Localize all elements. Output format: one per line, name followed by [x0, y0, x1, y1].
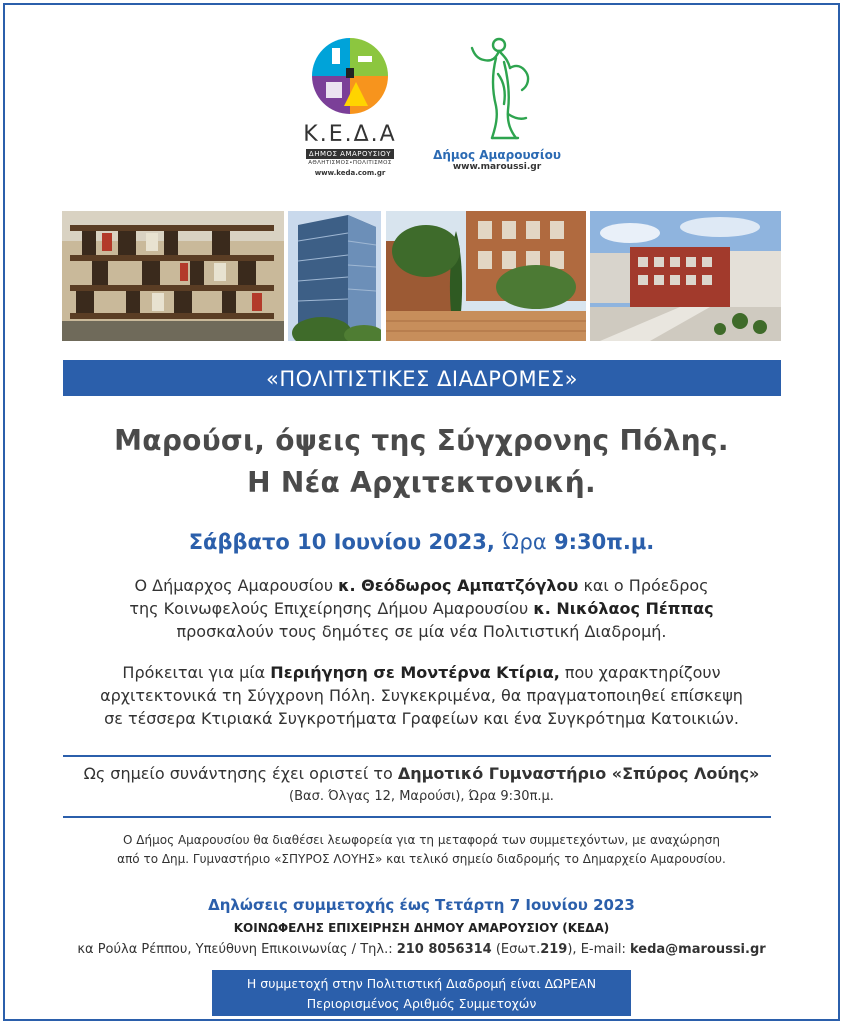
phone-extension: 219 [540, 942, 568, 957]
section-banner: «ΠΟΛΙΤΙΣΤΙΚΕΣ ΔΙΑΔΡΟΜΕΣ» [63, 360, 781, 396]
description-paragraph [0, 661, 843, 730]
meeting-point [0, 764, 843, 783]
description-line3: σε τέσσερα Κτιριακά Συγκροτήματα Γραφείων και ένα Συγκρότημα Κατοικιών. [104, 709, 739, 728]
event-day: Σάββατο 10 Ιουνίου 2023, [188, 530, 495, 554]
email-link[interactable]: keda@maroussi.gr [629, 942, 766, 957]
bus-line2: από το Δημ. Γυμναστήριο «ΣΠΥΡΟΣ ΛΟΥΗΣ» και τελικό σημείο διαδρομής το Δημαρχείο Αμαρουσίου. [117, 852, 726, 866]
statue-figure-icon [452, 34, 542, 146]
keda-emblem-icon [310, 36, 390, 116]
text: Ως σημείο συνάντησης έχει οριστεί το [83, 764, 398, 783]
organizer-name: ΚΟΙΝΩΦΕΛΗΣ ΕΠΙΧΕΙΡΗΣΗ ΔΗΜΟΥ ΑΜΑΡΟΥΣΙΟΥ (ΚΕΔΑ) [233, 921, 610, 935]
president-name: κ. Νικόλαος Πέππας [533, 599, 714, 618]
invitation-line3: προσκαλούν τους δημότες σε μία νέα Πολιτιστική Διαδρομή. [176, 622, 667, 641]
event-title-line1: Μαρούσι, όψεις της Σύγχρονης Πόλης. [114, 424, 729, 457]
keda-subtitle: ΔΗΜΟΣ ΑΜΑΡΟΥΣΙΟΥ [306, 149, 394, 159]
divider [63, 755, 771, 757]
meeting-venue: Δημοτικό Γυμναστήριο «Σπύρος Λούης» [397, 764, 760, 783]
contact-person: κα Ρούλα Ρέππου, Υπεύθυνη Επικοινωνίας / Τηλ.: [77, 942, 397, 957]
dimos-url: www.maroussi.gr [452, 162, 542, 172]
registration-deadline: Δηλώσεις συμμετοχής έως Τετάρτη 7 Ιουνίου 2023 [208, 896, 635, 914]
keda-tagline: ΑΘΛΗΤΙΣΜΟΣ•ΠΟΛΙΤΙΣΜΟΣ [308, 160, 392, 166]
keda-url: www.keda.com.gr [314, 169, 386, 177]
phone-number: 210 8056314 [396, 942, 492, 957]
keda-logo [300, 36, 400, 177]
text: (Εσωτ. [491, 942, 541, 957]
photo-glass-tower [288, 211, 381, 341]
invitation-line2 [0, 597, 843, 620]
text: ), E-mail: [567, 942, 630, 957]
event-date [0, 530, 843, 554]
free-line1: Η συμμετοχή στην Πολιτιστική Διαδρομή είναι ΔΩΡΕΑΝ [246, 976, 597, 991]
photo-office-courtyard [386, 211, 586, 341]
invitation-line1 [0, 574, 843, 597]
text: της Κοινωφελούς Επιχείρησης Δήμου Αμαρουσίου [129, 599, 534, 618]
dimos-name: Δήμος Αμαρουσίου [433, 148, 561, 162]
dimos-logo [432, 34, 562, 172]
event-title-line2: Η Νέα Αρχιτεκτονική. [247, 466, 596, 499]
text: που χαρακτηρίζουν [559, 663, 721, 682]
contact-info [0, 942, 843, 957]
meeting-address: (Βασ. Όλγας 12, Μαρούσι), Ώρα 9:30π.μ. [289, 789, 554, 804]
event-time: 9:30π.μ. [554, 530, 655, 554]
description-line2: αρχιτεκτονικά τη Σύγχρονη Πόλη. Συγκεκριμένα, θα πραγματοποιηθεί επίσκεψη [100, 686, 743, 705]
photo-modern-buildings [590, 211, 781, 341]
bus-notice [0, 831, 843, 869]
description-line1 [0, 661, 843, 684]
keda-name: Κ.Ε.Δ.Α [303, 122, 397, 147]
invitation-paragraph [0, 574, 843, 643]
bus-line1: Ο Δήμος Αμαρουσίου θα διαθέσει λεωφορεία για τη μεταφορά των συμμετεχόντων, με αναχώρηση [123, 833, 720, 847]
photo-residential-complex [62, 211, 284, 341]
free-participation-box [212, 970, 631, 1016]
event-time-label: Ώρα [502, 530, 547, 554]
mayor-name: κ. Θεόδωρος Αμπατζόγλου [338, 576, 579, 595]
divider [63, 816, 771, 818]
text: Ο Δήμαρχος Αμαρουσίου [134, 576, 339, 595]
free-line2: Περιορισμένος Αριθμός Συμμετοχών [306, 996, 537, 1011]
text: Πρόκειται για μία [122, 663, 271, 682]
tour-highlight: Περιήγηση σε Μοντέρνα Κτίρια, [270, 663, 560, 682]
text: και ο Πρόεδρος [578, 576, 709, 595]
